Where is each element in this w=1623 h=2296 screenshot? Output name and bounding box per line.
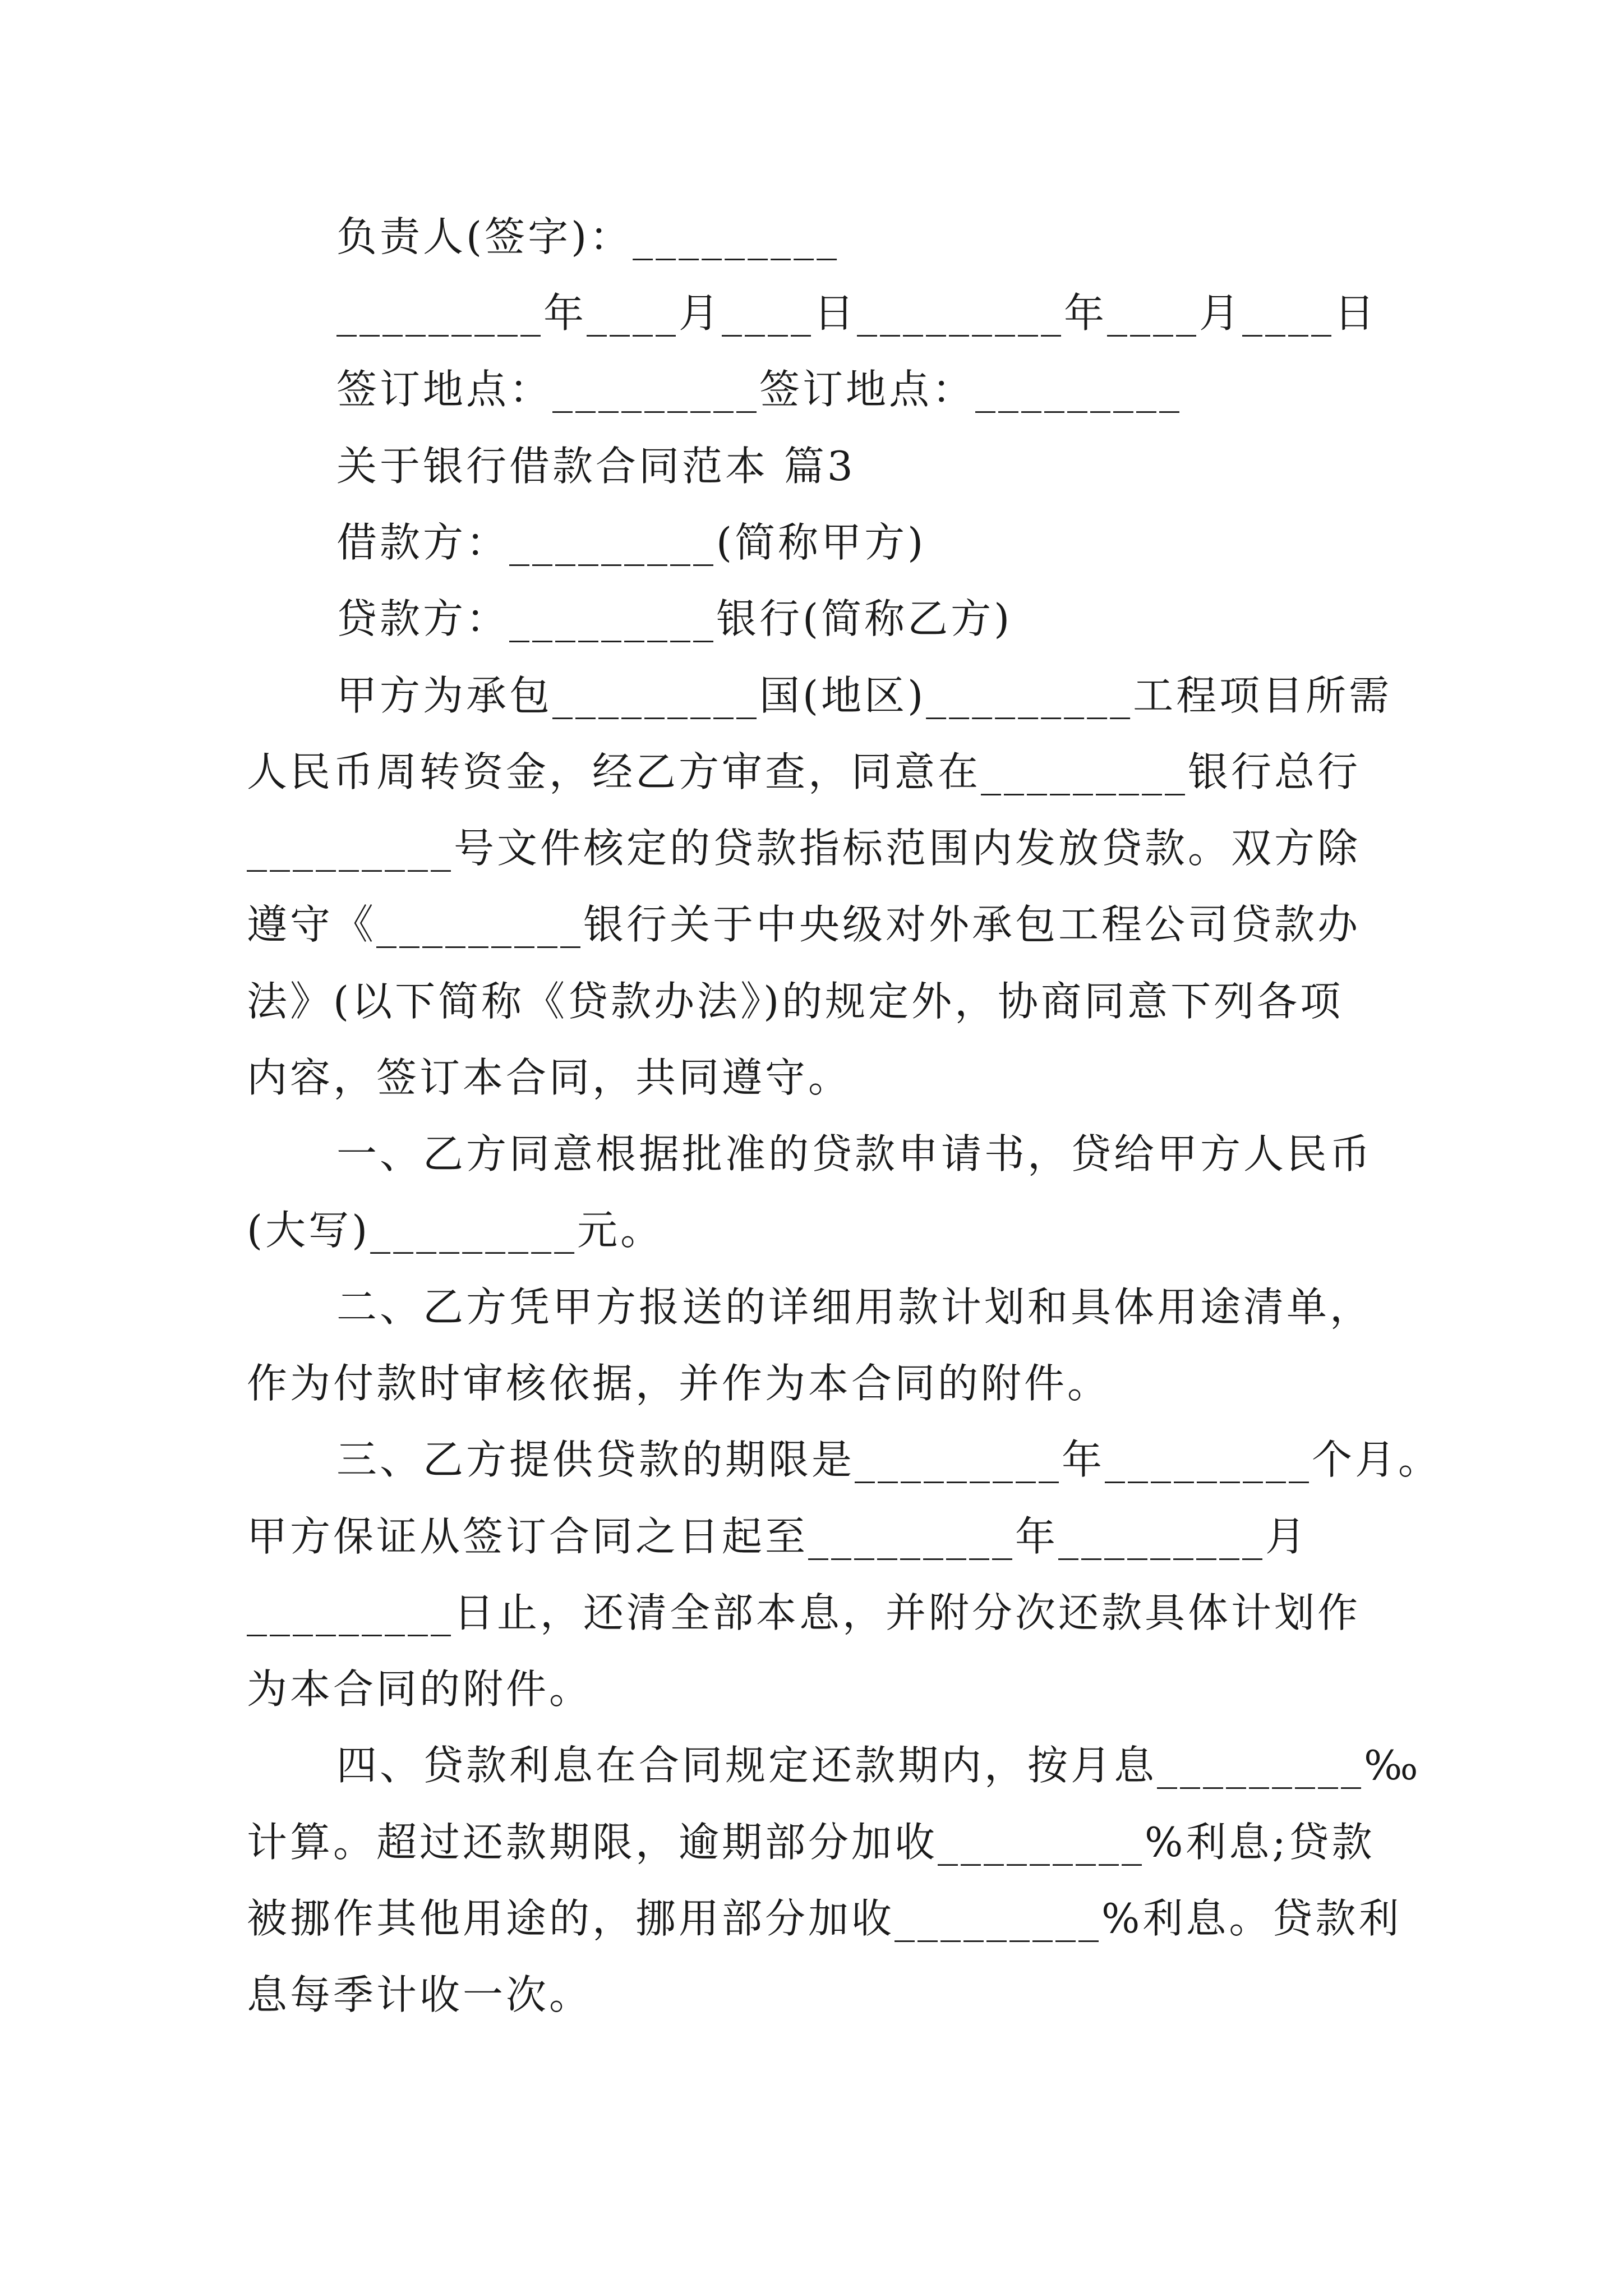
clause-2-line: 二、乙方凭甲方报送的详细用款计划和具体用途清单， [336, 1283, 1373, 1331]
clause-3-line: 为本合同的附件。 [247, 1665, 593, 1713]
clause-1-line: 一、乙方同意根据批准的贷款申请书，贷给甲方人民币 [336, 1130, 1373, 1177]
signing-place-line: 签订地点：_________签订地点：_________ [336, 366, 1183, 413]
section-title: 关于银行借款合同范本 篇3 [336, 443, 856, 490]
clause-4-line: 被挪作其他用途的，挪用部分加收_________%利息。贷款利 [247, 1895, 1402, 1942]
clause-4-line: 息每季计收一次。 [247, 1971, 593, 2018]
paragraph-line: _________号文件核定的贷款指标范围内发放贷款。双方除 [247, 825, 1361, 872]
borrower-line: 借款方：_________(简称甲方) [336, 519, 926, 566]
clause-3-line: 三、乙方提供贷款的期限是_________年_________个月。 [336, 1436, 1442, 1483]
date-line: _________年____月____日_________年____月____日 [336, 289, 1377, 337]
clause-3-line: 甲方保证从签订合同之日起至_________年_________月 [247, 1513, 1309, 1560]
clause-1-line: (大写)_________元。 [247, 1207, 664, 1254]
paragraph-line: 遵守《_________银行关于中央级对外承包工程公司贷款办 [247, 901, 1361, 948]
paragraph-line: 人民币周转资金，经乙方审查，同意在_________银行总行 [247, 748, 1361, 795]
lender-line: 贷款方：_________银行(简称乙方) [336, 595, 1013, 642]
paragraph-line: 甲方为承包_________国(地区)_________工程项目所需 [336, 672, 1393, 719]
signatory-line: 负责人(签字)：_________ [336, 213, 840, 260]
clause-4-line: 四、贷款利息在合同规定还款期内，按月息_________‰ [336, 1742, 1421, 1789]
paragraph-line: 法》(以下简称《贷款办法》)的规定外，协商同意下列各项 [247, 978, 1344, 1025]
clause-4-line: 计算。超过还款期限，逾期部分加收_________%利息;贷款 [247, 1819, 1375, 1866]
clause-2-line: 作为付款时审核依据，并作为本合同的附件。 [247, 1360, 1111, 1407]
paragraph-line: 内容，签订本合同，共同遵守。 [247, 1054, 852, 1101]
clause-3-line: _________日止，还清全部本息，并附分次还款具体计划作 [247, 1589, 1361, 1636]
